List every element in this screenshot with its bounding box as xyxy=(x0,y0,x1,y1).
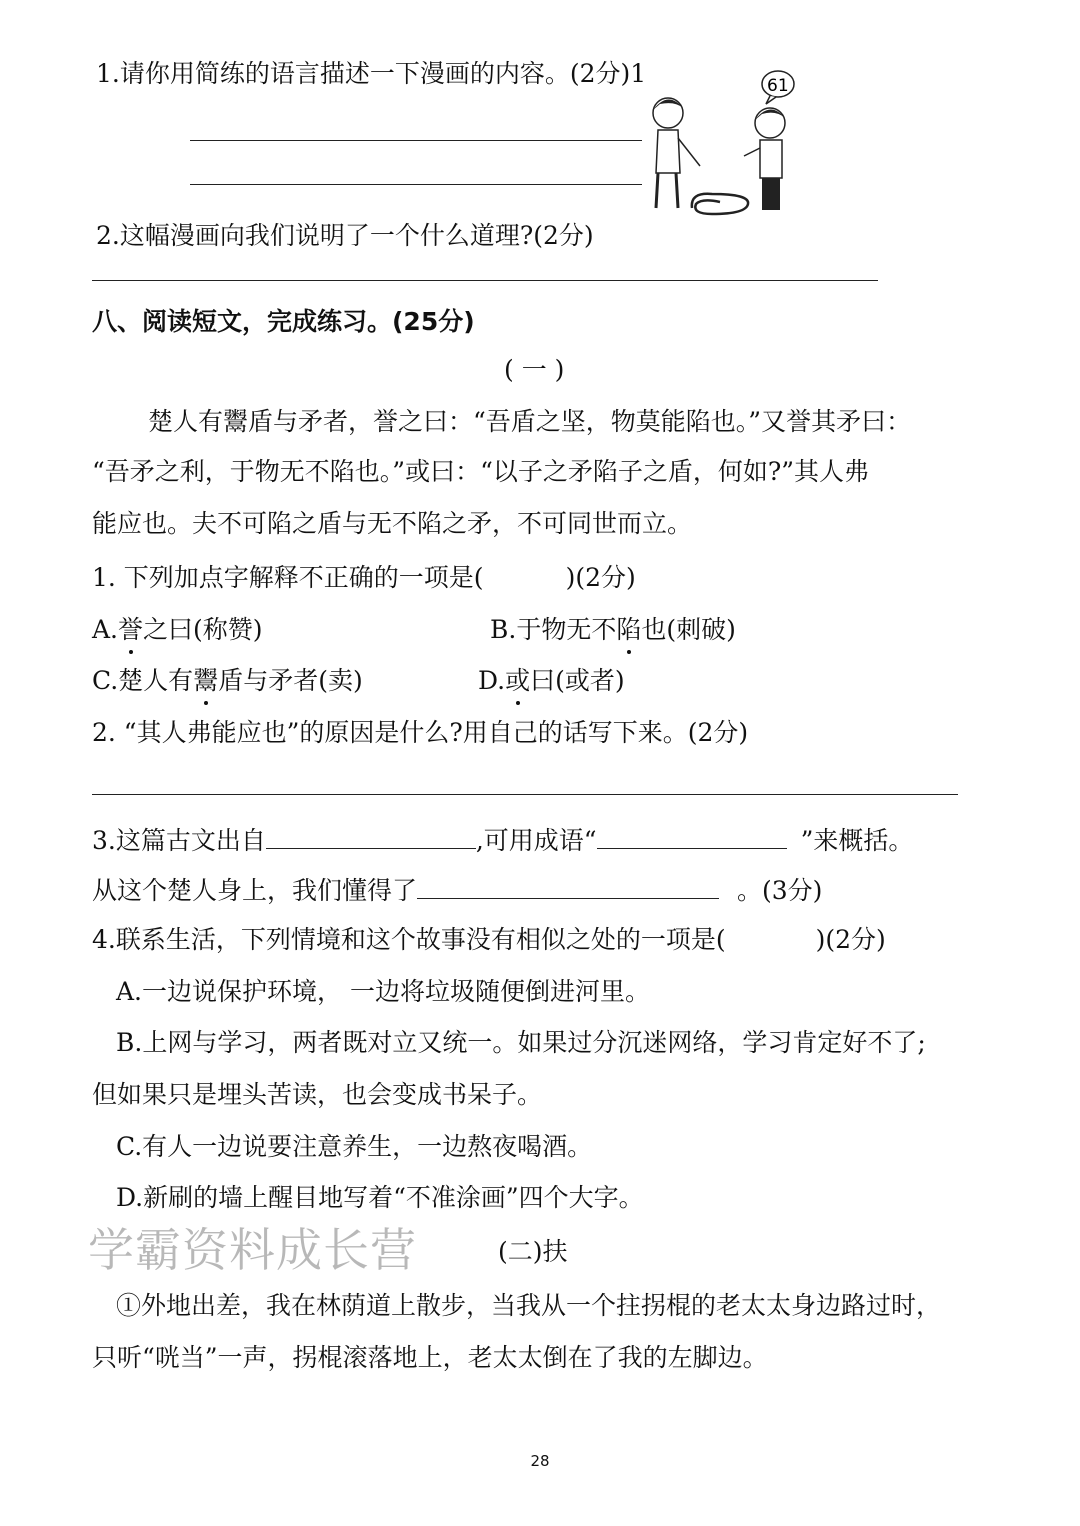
answer-line[interactable] xyxy=(92,280,878,281)
question-1-stem: 1. 下列加点字解释不正确的一项是( xyxy=(92,563,484,592)
passage-line: 楚人有鬻盾与矛者，誉之曰：“吾盾之坚，物莫能陷也。”又誉其矛曰： xyxy=(148,407,912,436)
question-1-score: )(2分) xyxy=(565,563,636,592)
q4-option-c[interactable]: C.有人一边说要注意养生，一边熬夜喝酒。 xyxy=(116,1132,593,1161)
answer-blank-source[interactable] xyxy=(266,822,476,849)
dotted-char: 或 xyxy=(505,666,531,695)
question-4: 4.联系生活，下列情境和这个故事没有相似之处的一项是( )(2分) xyxy=(92,925,886,954)
dotted-char: 陷 xyxy=(616,615,642,644)
cartoon-illustration xyxy=(620,68,820,228)
question-1-cartoon: 1.请你用简练的语言描述一下漫画的内容。(2分)1 xyxy=(96,59,647,88)
passage-2-line: ①外地出差，我在林荫道上散步，当我从一个拄拐棍的老太太身边路过时， xyxy=(116,1291,942,1320)
answer-blank-idiom[interactable] xyxy=(597,822,787,849)
section-heading: 八、阅读短文，完成练习。(25分) xyxy=(92,307,475,336)
page-number: 28 xyxy=(530,1452,550,1470)
answer-blank-lesson[interactable] xyxy=(417,872,719,899)
watermark: 学霸资料成长营 xyxy=(88,1223,417,1277)
q4-option-b[interactable]: B.上网与学习，两者既对立又统一。如果过分沉迷网络，学习肯定好不了; xyxy=(116,1028,926,1057)
question-2: 2. “其人弗能应也”的原因是什么?用自己的话写下来。(2分) xyxy=(92,718,749,747)
option-a[interactable]: A.誉之曰(称赞) xyxy=(92,615,263,644)
option-b[interactable]: B.于物无不陷也(刺破) xyxy=(490,615,736,644)
dotted-char: 誉 xyxy=(118,615,144,644)
option-c[interactable]: C.楚人有鬻盾与矛者(卖) xyxy=(92,666,363,695)
passage-2-line: 只听“咣当”一声，拐棍滚落地上，老太太倒在了我的左脚边。 xyxy=(92,1343,768,1372)
answer-line[interactable] xyxy=(190,140,642,141)
passage-line: 能应也。夫不可陷之盾与无不陷之矛，不可同世而立。 xyxy=(92,509,693,538)
option-d[interactable]: D.或曰(或者) xyxy=(478,666,625,695)
part-1-title: ( 一 ) xyxy=(504,355,565,384)
q4-option-d[interactable]: D.新刷的墙上醒目地写着“不准涂画”四个大字。 xyxy=(116,1183,644,1212)
q4-option-a[interactable]: A.一边说保护环境， 一边将垃圾随便倒进河里。 xyxy=(116,977,650,1006)
passage-line: “吾矛之利，于物无不陷也。”或曰：“以子之矛陷子之盾，何如?”其人弗 xyxy=(92,457,870,486)
dotted-char: 鬻 xyxy=(193,666,219,695)
question-3-line2: 从这个楚人身上，我们懂得了 。(3分) xyxy=(92,872,822,907)
bubble-number: 61 xyxy=(767,76,789,96)
answer-line[interactable] xyxy=(92,794,958,795)
question-2-cartoon: 2.这幅漫画向我们说明了一个什么道理?(2分) xyxy=(96,221,594,250)
answer-line[interactable] xyxy=(190,184,642,185)
q4-option-b-cont: 但如果只是埋头苦读，也会变成书呆子。 xyxy=(92,1080,543,1109)
question-3-line1: 3.这篇古文出自 ,可用成语“ ”来概括。 xyxy=(92,822,913,857)
question-1 xyxy=(92,562,636,594)
part-2-title: (二)扶 xyxy=(498,1237,568,1266)
